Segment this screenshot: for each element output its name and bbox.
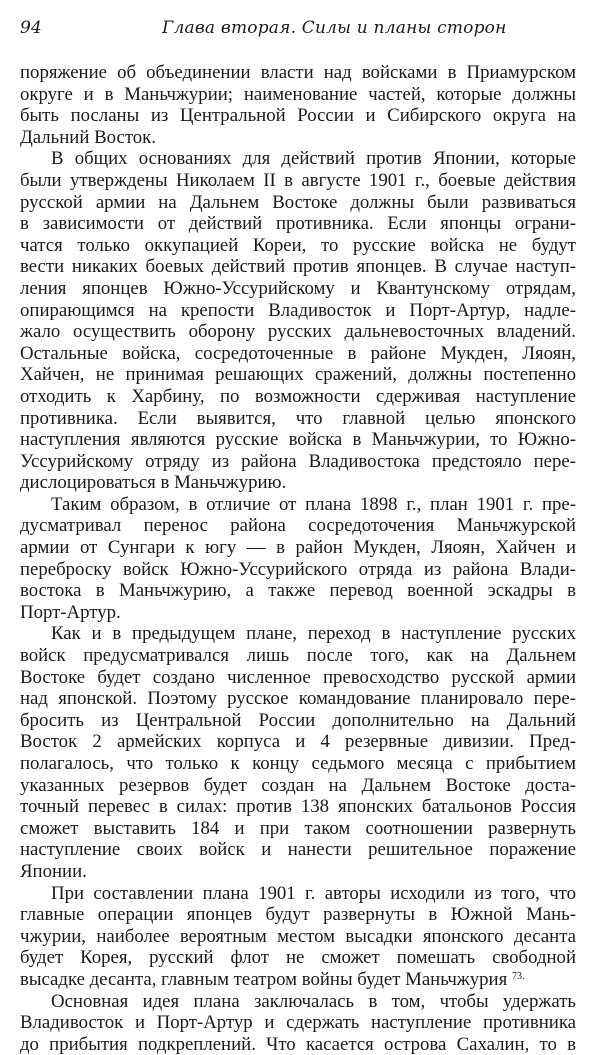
paragraph	[20, 148, 576, 494]
text-line: В общих основаниях для действий против Японии, которые	[51, 148, 576, 170]
text-line: быть посланы из Центральной России и Сибирского округа на	[20, 105, 576, 127]
running-header	[20, 18, 580, 42]
text-line: над японской. Поэтому русское командование планировало пере-	[20, 688, 576, 710]
text-line: Дальний Восток.	[20, 126, 156, 148]
text-line: При составлении плана 1901 г. авторы исходили из того, что	[51, 882, 576, 904]
running-title: Глава вторая. Силы и планы сторон	[162, 18, 507, 38]
text-line: полагалось, что только к концу седьмого месяца с прибытием	[20, 753, 576, 774]
text-line: Уссурийскому отряду из района Владивостока предстояло пере-	[20, 450, 576, 472]
text-line: бросить из Центральной России дополнительно на Дальний	[20, 709, 576, 731]
text-line: противника. Если выявится, что главной целью японского	[20, 407, 576, 429]
page-number: 94	[20, 18, 42, 38]
paragraph	[20, 494, 576, 624]
text-line: Основная идея плана заключалась в том, чтобы удержать	[51, 990, 576, 1012]
text-line: Восток 2 армейских корпуса и 4 резервные дивизии. Пред-	[20, 731, 576, 753]
text-line: округе и в Маньчжурии; наименование частей, которые должны	[20, 83, 576, 105]
text-line: дислоцироваться в Маньчжурию.	[20, 472, 287, 494]
text-line: поряжение об объединении власти над войсками в Приамурском	[20, 62, 576, 83]
text-line: Как и в предыдущем плане, переход в наступление русских	[51, 623, 576, 645]
text-line: Владивосток и Порт-Артур и сдержать наступление противника	[20, 1012, 576, 1034]
text-line: указанных резервов будет создан на Дальнем Востоке доста-	[20, 774, 576, 796]
paragraph	[20, 623, 576, 882]
text-line: сможет выставить 184 и при таком соотношении развернуть	[20, 817, 576, 839]
text-line: были утверждены Николаем II в августе 1901 г., боевые действия	[20, 169, 576, 191]
text-line: дусматривал перенос района сосредоточения Маньчжурской	[20, 515, 576, 537]
text-line-content: высадке десанта, главным театром войны будет Маньчжурия	[20, 968, 508, 990]
text-line: Порт-Артур.	[20, 601, 121, 623]
text-line: востока в Маньчжурию, а также перевод военной эскадры в	[20, 580, 576, 602]
text-line: главные операции японцев будут развернуты в Южной Мань-	[20, 904, 576, 926]
text-line: Хайчен, не принимая решающих сражений, должны постепенно	[20, 364, 576, 386]
text-line: наступление своих войск и нанести решительное поражение	[20, 839, 576, 861]
paragraph	[20, 883, 576, 991]
text-line: вести никаких боевых действий против японцев. В случае наступ-	[20, 256, 576, 278]
text-line: жало осуществить оборону русских дальневосточных владений.	[20, 321, 576, 343]
text-line: Японии.	[20, 860, 87, 882]
text-line: ления японцев Южно-Уссурийскому и Квантунскому отрядам,	[20, 277, 576, 299]
text-line: наступления являются русские войска в Маньчжурии, то Южно-	[20, 429, 576, 451]
text-line: русской армии на Дальнем Востоке должны были развиваться	[20, 191, 576, 213]
text-line: переброску войск Южно-Уссурийского отряда из района Влади-	[20, 558, 576, 580]
text-line: будет Корея, русский флот не сможет помешать свободной	[20, 947, 576, 969]
text-line	[20, 969, 576, 991]
text-line: армии от Сунгари к югу — в район Мукден, Ляоян, Хайчен и	[20, 537, 576, 559]
text-line: Востоке будет создано численное превосходство русской армии	[20, 666, 576, 688]
text-line: до прибытия подкреплений. Что касается острова Сахалин, то в	[20, 1033, 576, 1055]
page-body	[20, 62, 576, 1055]
text-line: точный перевес в силах: против 138 японских батальонов Россия	[20, 796, 576, 818]
text-line: Таким образом, в отличие от плана 1898 г., план 1901 г. пре-	[51, 493, 576, 515]
text-line: войск предусматривался лишь после того, как на Дальнем	[20, 645, 576, 667]
text-line: чатся только оккупацией Кореи, то русские войска не будут	[20, 234, 576, 256]
text-line: Остальные войска, сосредоточенные в районе Мукден, Ляоян,	[20, 342, 576, 364]
paragraph	[20, 62, 576, 148]
paragraph	[20, 991, 576, 1055]
text-line: опирающимся на крепости Владивосток и Порт-Артур, надле-	[20, 299, 576, 321]
text-line: отходить к Харбину, по возможности сдерживая наступление	[20, 385, 576, 407]
text-line: в зависимости от действий противника. Если японцы ограни-	[20, 213, 576, 235]
footnote-reference: 73.	[511, 970, 525, 982]
text-line: чжурии, наиболее вероятным местом высадки японского десанта	[20, 925, 576, 947]
